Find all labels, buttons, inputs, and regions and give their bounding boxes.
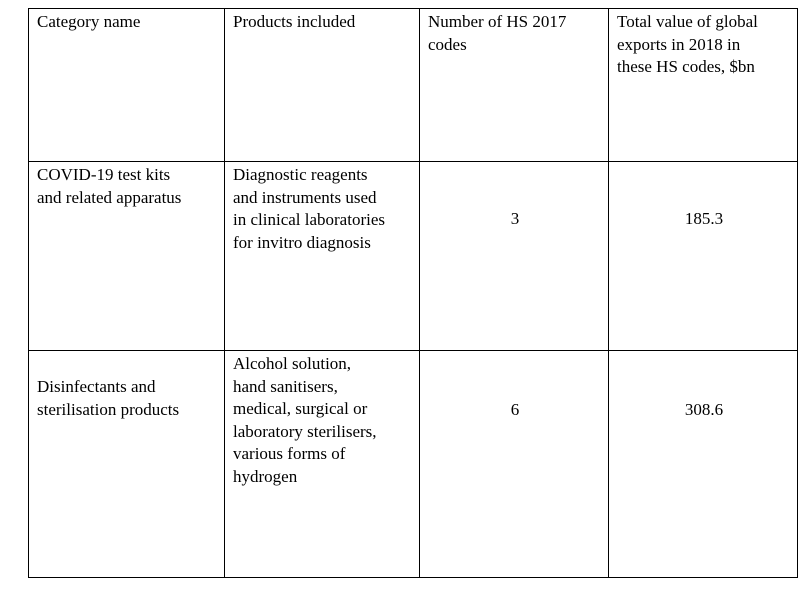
products-cell: Alcohol solution, hand sanitisers, medical, surgical or laboratory sterilisers, various forms of hydrogen [225, 351, 420, 578]
products-cell: Diagnostic reagents and instruments used in clinical laboratories for invitro diagnosis [225, 162, 420, 351]
header-products-included: Products included [225, 9, 420, 162]
product-categories-table [28, 8, 798, 578]
header-category-name: Category name [29, 9, 225, 162]
table-row [29, 162, 798, 351]
export-value-cell: 185.3 [609, 162, 798, 351]
hs-codes-cell: 6 [420, 351, 609, 578]
export-value-cell: 308.6 [609, 351, 798, 578]
table-header-row [29, 9, 798, 162]
category-cell: Disinfectants and sterilisation products [29, 351, 225, 578]
header-hs-code-count: Number of HS 2017 codes [420, 9, 609, 162]
category-cell: COVID-19 test kits and related apparatus [29, 162, 225, 351]
hs-codes-cell: 3 [420, 162, 609, 351]
table-row [29, 351, 798, 578]
header-export-value: Total value of global exports in 2018 in these HS codes, $bn [609, 9, 798, 162]
